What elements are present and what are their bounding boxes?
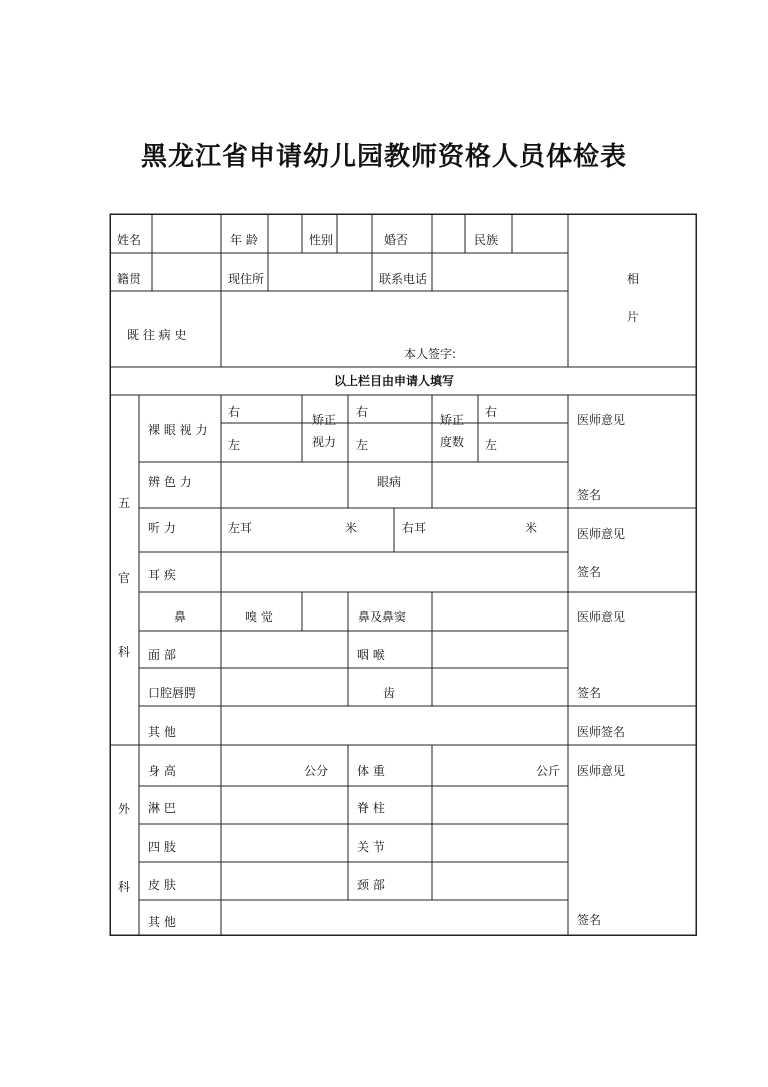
label-naked-vision: 裸 眼 视 力: [148, 423, 208, 437]
label-nasal-sinus: 鼻及鼻窦: [358, 610, 407, 624]
label-meter-1: 米: [345, 521, 358, 535]
label-residence: 现住所: [228, 272, 265, 286]
label-phone: 联系电话: [379, 272, 428, 286]
label-color-vision: 辨 色 力: [148, 475, 192, 489]
label-sign-1: 签名: [577, 488, 602, 502]
label-correct-degree-2: 度数: [440, 435, 465, 449]
photo-label-2: 片: [627, 310, 640, 324]
label-age: 年 龄: [230, 233, 258, 247]
label-ent-other: 其 他: [148, 725, 176, 739]
label-doctor-opinion-3: 医师意见: [577, 610, 626, 624]
label-sign-3: 签名: [577, 686, 602, 700]
label-doctor-signature: 医师签名: [577, 725, 626, 739]
label-sign-4: 签名: [577, 913, 602, 927]
label-throat: 咽 喉: [357, 648, 385, 662]
applicant-note: 以上栏目由申请人填写: [334, 374, 455, 388]
label-name: 姓名: [117, 233, 142, 247]
label-nose: 鼻: [174, 610, 187, 624]
label-skin: 皮 肤: [148, 878, 176, 892]
section-surgery-2: 科: [118, 880, 131, 894]
label-neck: 颈 部: [357, 878, 385, 892]
label-smell: 嗅 觉: [245, 610, 273, 624]
label-joints: 关 节: [357, 840, 385, 854]
label-doctor-opinion-1: 医师意见: [577, 413, 626, 427]
label-limbs: 四 肢: [148, 840, 176, 854]
label-weight: 体 重: [357, 764, 385, 778]
label-height: 身 高: [148, 764, 176, 778]
label-lymph: 淋 巴: [148, 801, 176, 815]
label-doctor-opinion-2: 医师意见: [577, 527, 626, 541]
label-sign-2: 签名: [577, 565, 602, 579]
label-teeth: 齿: [383, 686, 396, 700]
form-title: 黑龙江省申请幼儿园教师资格人员体检表: [140, 142, 627, 172]
label-right-3: 右: [485, 405, 498, 419]
label-eye-disease: 眼病: [377, 475, 402, 489]
photo-label-1: 相: [627, 272, 640, 286]
label-right-2: 右: [356, 405, 369, 419]
label-corrected-2: 视力: [312, 435, 337, 449]
label-marital: 婚否: [384, 233, 409, 247]
label-right-ear: 右耳: [402, 521, 427, 535]
label-doctor-opinion-4: 医师意见: [577, 764, 626, 778]
label-self-signature: 本人签字:: [404, 347, 457, 361]
label-kg: 公斤: [536, 764, 561, 778]
label-left-2: 左: [356, 438, 369, 452]
label-left-3: 左: [485, 438, 498, 452]
label-hometown: 籍贯: [117, 272, 142, 286]
label-oral-lip: 口腔唇腭: [148, 686, 197, 700]
label-ear-disease: 耳 疾: [148, 568, 176, 582]
label-meter-2: 米: [525, 521, 538, 535]
label-face: 面 部: [148, 648, 176, 662]
label-ethnicity: 民族: [474, 233, 499, 247]
label-left-ear: 左耳: [228, 521, 253, 535]
label-left-1: 左: [228, 438, 241, 452]
label-correct-degree-1: 矫正: [440, 413, 465, 427]
label-gender: 性别: [309, 233, 334, 247]
label-spine: 脊 柱: [357, 801, 385, 815]
section-ent-3: 科: [118, 645, 131, 659]
section-ent-2: 官: [118, 571, 131, 585]
label-cm: 公分: [304, 764, 329, 778]
label-hearing: 听 力: [148, 521, 176, 535]
label-corrected-1: 矫正: [312, 413, 337, 427]
label-right-1: 右: [228, 405, 241, 419]
label-medical-history: 既 往 病 史: [127, 328, 187, 342]
label-surgery-other: 其 他: [148, 915, 176, 929]
section-ent-1: 五: [118, 496, 131, 510]
section-surgery-1: 外: [118, 802, 131, 816]
